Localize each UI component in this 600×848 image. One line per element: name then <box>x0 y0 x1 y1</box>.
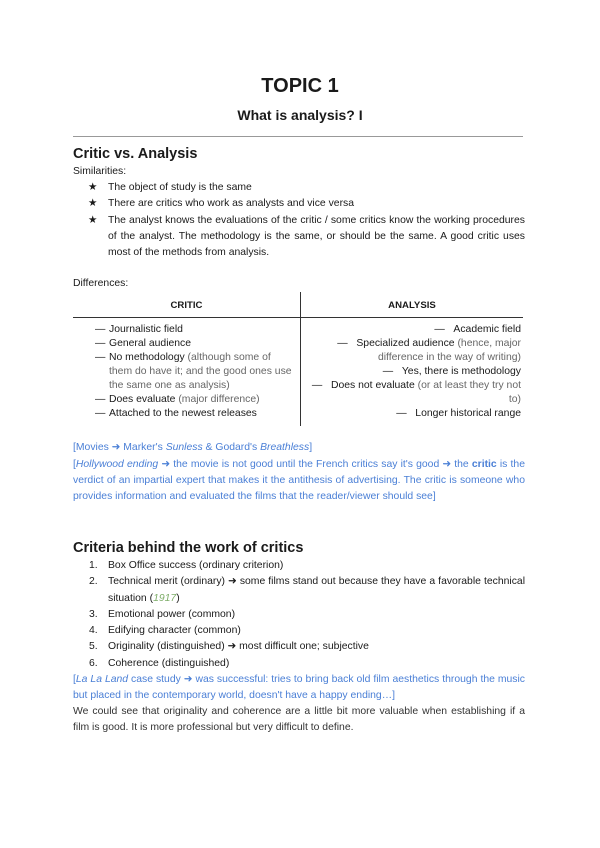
dash-icon: — <box>337 338 348 349</box>
table-divider-horizontal <box>73 317 523 318</box>
note-text: [ <box>73 459 76 470</box>
dash-icon: — <box>95 408 106 419</box>
note-text: & Godard's <box>202 442 261 453</box>
row-main: Journalistic field <box>109 324 183 335</box>
movies-note <box>73 440 525 456</box>
list-item <box>73 656 525 672</box>
list-number: 6. <box>89 657 98 669</box>
table-row <box>308 365 521 379</box>
row-main: No methodology <box>109 352 185 363</box>
similarities-list <box>73 180 525 261</box>
criteria-list <box>73 558 525 672</box>
list-item-text: Originality (distinguished) ➜ most difficult one; subjective <box>108 641 369 653</box>
list-item-text: The object of study is the same <box>108 182 252 193</box>
dash-icon: — <box>95 352 106 363</box>
section-heading-criteria: Criteria behind the work of critics <box>73 540 304 556</box>
row-main: Academic field <box>453 324 521 335</box>
note-text: [ <box>73 674 76 686</box>
row-note: (although some of them do have it; and the good ones use the same one as analysis) <box>109 352 292 391</box>
divider <box>73 136 523 137</box>
table-divider-vertical <box>300 292 301 426</box>
film-title: Breathless <box>260 442 310 453</box>
list-item-text: Box Office success (ordinary criterion) <box>108 560 284 571</box>
table-row <box>73 323 293 337</box>
table-row <box>308 337 521 365</box>
table-row <box>73 393 293 407</box>
conclusion-paragraph: We could see that originality and coherence are a little bit more valuable when establishing if a film is good. It is more professional but very difficult to define. <box>73 706 525 734</box>
list-item <box>73 213 525 262</box>
list-item <box>73 180 525 196</box>
table-row <box>73 337 293 351</box>
list-item <box>73 639 525 655</box>
list-item-text: Emotional power (common) <box>108 608 236 620</box>
row-main: Yes, there is methodology <box>401 366 521 377</box>
film-title: La La Land <box>75 674 129 686</box>
list-item <box>73 196 525 212</box>
row-main: Does not evaluate <box>330 380 415 391</box>
row-main: Longer historical range <box>415 408 521 419</box>
note-text: ➜ the movie is not good until the French critics say it's good ➜ the <box>158 459 472 470</box>
star-icon: ★ <box>88 182 98 193</box>
dash-icon: — <box>311 380 323 391</box>
dash-icon: — <box>95 338 106 349</box>
dash-icon: — <box>434 324 445 335</box>
note-text: case study ➜ was successful: tries to bring back old film aesthetics through the music but placed in the contemporary world, doesn't have a happy ending…] <box>73 674 525 702</box>
differences-table <box>73 292 523 426</box>
note-text: [Movies ➜ Marker's <box>73 442 166 453</box>
table-row <box>308 323 521 337</box>
row-main: General audience <box>109 338 192 349</box>
similarities-label: Similarities: <box>73 166 127 177</box>
star-icon: ★ <box>88 214 98 226</box>
row-main: Specialized audience <box>356 338 455 349</box>
table-row <box>73 407 293 421</box>
list-item <box>73 574 525 607</box>
table-row <box>308 379 521 407</box>
similarities-block <box>73 164 525 261</box>
row-note: (hence, major difference in the way of writing) <box>377 338 521 363</box>
row-main: Does evaluate <box>109 394 176 405</box>
row-main: Attached to the newest releases <box>109 408 257 419</box>
row-note: (or at least they try not to) <box>414 380 521 405</box>
film-title: Sunless <box>165 442 203 453</box>
film-title: 1917 <box>153 592 177 604</box>
la-la-land-note <box>73 672 525 704</box>
list-item <box>73 623 525 639</box>
list-number: 5. <box>89 641 98 653</box>
row-note: (major difference) <box>175 394 260 405</box>
table-header-analysis: ANALYSIS <box>388 300 436 311</box>
differences-label: Differences: <box>73 278 129 289</box>
hollywood-ending-note <box>73 457 525 505</box>
table-header-critic: CRITIC <box>170 300 203 311</box>
list-item-text: ) <box>176 592 180 604</box>
list-item <box>73 607 525 623</box>
table-row <box>308 407 521 421</box>
note-bold: critic <box>471 459 497 470</box>
list-item-text: Edifying character (common) <box>108 625 241 637</box>
critic-column <box>73 323 293 421</box>
list-number: 3. <box>89 608 98 620</box>
star-icon: ★ <box>88 198 98 210</box>
list-item-text: Coherence (distinguished) <box>108 657 230 669</box>
note-text: is the verdict of an impartial expert that makes it the antithesis of advertising. The critic is someone who provides information and evaluated the films that the reader/viewer should see] <box>73 459 525 502</box>
analysis-column <box>308 323 521 421</box>
list-number: 4. <box>89 625 98 637</box>
list-number: 1. <box>89 560 98 571</box>
note-text: ] <box>309 442 313 453</box>
page-title: TOPIC 1 <box>261 75 339 97</box>
dash-icon: — <box>396 408 407 419</box>
page-subtitle: What is analysis? I <box>237 107 363 123</box>
dash-icon: — <box>95 324 106 335</box>
list-number: 2. <box>89 576 98 588</box>
table-row <box>73 351 293 393</box>
section-heading-critic-vs-analysis: Critic vs. Analysis <box>73 146 198 162</box>
film-title: Hollywood ending <box>75 459 159 470</box>
list-item-text: There are critics who work as analysts and vice versa <box>108 198 355 210</box>
list-item-text: Technical merit (ordinary) ➜ some films stand out because they have a favorable technical situation ( <box>108 576 525 604</box>
list-item <box>73 558 525 574</box>
list-item-text: The analyst knows the evaluations of the critic / some critics know the working procedures of the analyst. The methodology is the same, or should be the same. A good critic uses most of the methods from analysis. <box>108 214 525 259</box>
dash-icon: — <box>382 366 394 377</box>
criteria-block <box>73 558 525 736</box>
dash-icon: — <box>95 394 106 405</box>
